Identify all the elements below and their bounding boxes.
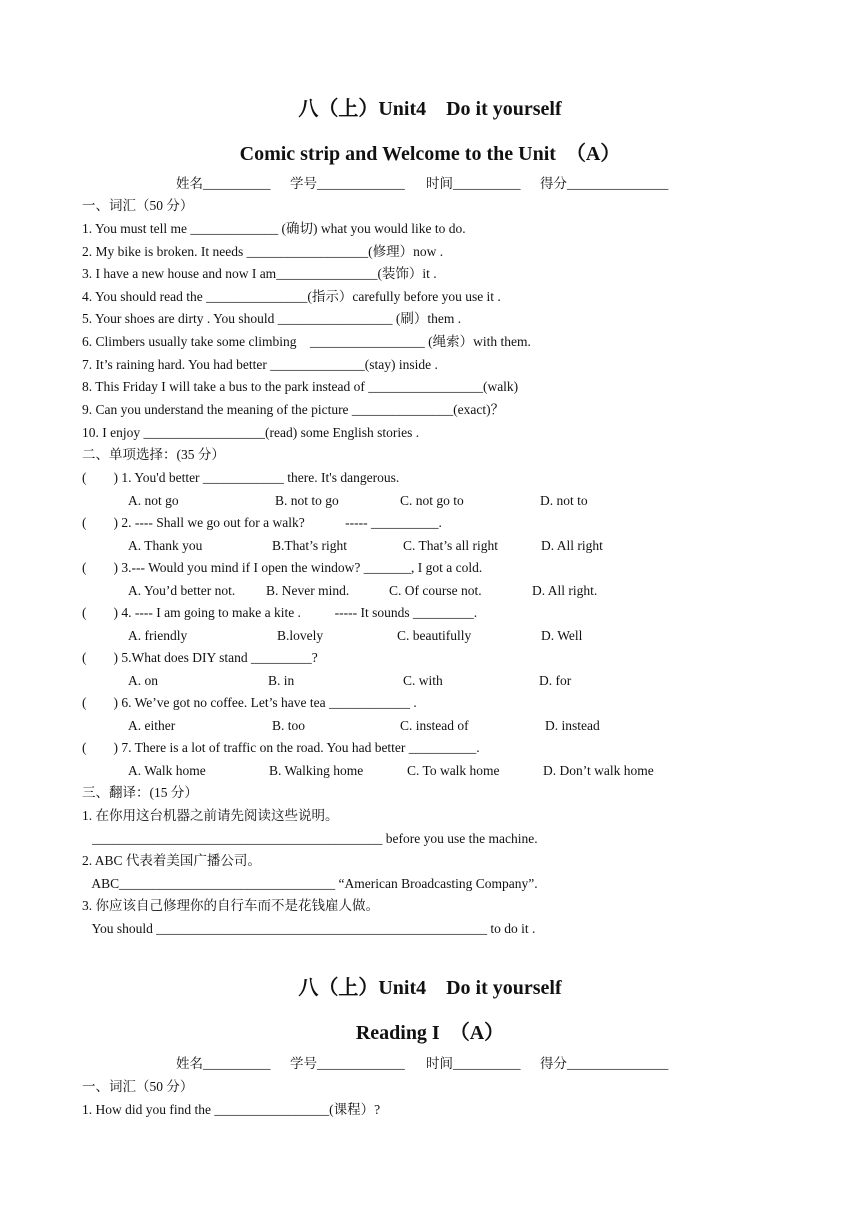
score-field: 得分_______________ xyxy=(540,1056,669,1071)
vocab-item: 8. This Friday I will take a bus to the park instead of _________________(walk) xyxy=(82,379,519,394)
option-a: A. friendly xyxy=(128,628,188,643)
option-b: B. in xyxy=(268,673,295,688)
section-header-choice: 二、单项选择：(35 分） xyxy=(82,447,225,462)
option-c: C. To walk home xyxy=(407,763,500,778)
question-stem: ( ) 5.What does DIY stand _________? xyxy=(82,650,318,665)
option-c: C. not go to xyxy=(400,493,464,508)
time-field: 时间__________ xyxy=(426,1056,521,1071)
option-d: D. All right. xyxy=(532,583,598,598)
question-stem: ( ) 6. We’ve got no coffee. Let’s have tea ____________ . xyxy=(82,695,417,710)
option-d: D. for xyxy=(539,673,572,688)
time-field: 时间__________ xyxy=(426,176,521,191)
question-stem: ( ) 3.--- Would you mind if I open the window? _______, I got a cold. xyxy=(82,560,483,575)
student-id-field: 学号_____________ xyxy=(290,176,405,191)
option-b: B. Walking home xyxy=(269,763,364,778)
vocab-item: 9. Can you understand the meaning of the picture _______________(exact)？ xyxy=(82,402,505,417)
worksheet-title: 八（上）Unit4 Do it yourself xyxy=(298,98,562,120)
student-id-field: 学号_____________ xyxy=(290,1056,405,1071)
translation-prompt: 1. 在你用这台机器之前请先阅读这些说明。 xyxy=(82,808,339,823)
vocab-item: 10. I enjoy __________________(read) some English stories . xyxy=(82,425,420,440)
option-a: A. either xyxy=(128,718,176,733)
option-d: D. not to xyxy=(540,493,588,508)
option-d: D. All right xyxy=(541,538,603,553)
vocab-item: 2. My bike is broken. It needs __________________(修理）now . xyxy=(82,244,444,259)
question-stem: ( ) 2. ---- Shall we go out for a walk? ----- __________. xyxy=(82,515,442,530)
option-a: A. Walk home xyxy=(128,763,206,778)
option-c: C. with xyxy=(403,673,443,688)
option-b: B.lovely xyxy=(277,628,324,643)
vocab-item: 5. Your shoes are dirty . You should _________________ (刷）them . xyxy=(82,311,462,326)
vocab-item: 1. You must tell me _____________ (确切) what you would like to do. xyxy=(82,221,466,236)
option-b: B. Never mind. xyxy=(266,583,350,598)
worksheet-title: 八（上）Unit4 Do it yourself xyxy=(298,977,562,999)
option-d: D. instead xyxy=(545,718,600,733)
translation-answer: ABC________________________________ “American Broadcasting Company”. xyxy=(82,876,538,891)
option-b: B.That’s right xyxy=(272,538,347,553)
name-field: 姓名__________ xyxy=(176,1056,271,1071)
option-c: C. That’s all right xyxy=(403,538,498,553)
name-field: 姓名__________ xyxy=(176,176,271,191)
option-a: A. on xyxy=(128,673,158,688)
option-a: A. You’d better not. xyxy=(128,583,236,598)
option-b: B. not to go xyxy=(275,493,339,508)
vocab-item: 1. How did you find the _________________(课程）? xyxy=(82,1102,381,1117)
vocab-item: 6. Climbers usually take some climbing _________________ (绳索）with them. xyxy=(82,334,531,349)
option-d: D. Well xyxy=(541,628,583,643)
vocab-item: 4. You should read the _______________(指示）carefully before you use it . xyxy=(82,289,501,304)
translation-prompt: 3. 你应该自己修理你的自行车而不是花钱雇人做。 xyxy=(82,898,379,913)
worksheet-subtitle: Reading I （A） xyxy=(355,1022,505,1044)
section-header-vocab: 一、词汇（50 分） xyxy=(82,198,194,213)
question-stem: ( ) 7. There is a lot of traffic on the road. You had better __________. xyxy=(82,740,480,755)
option-a: A. not go xyxy=(128,493,179,508)
option-d: D. Don’t walk home xyxy=(543,763,654,778)
option-b: B. too xyxy=(272,718,306,733)
question-stem: ( ) 4. ---- I am going to make a kite . ----- It sounds _________. xyxy=(82,605,478,620)
translation-answer: You should _________________________________________________ to do it . xyxy=(82,921,536,936)
option-c: C. Of course not. xyxy=(389,583,482,598)
option-c: C. beautifully xyxy=(397,628,472,643)
option-a: A. Thank you xyxy=(128,538,203,553)
section-header-vocab: 一、词汇（50 分） xyxy=(82,1079,194,1094)
section-header-translation: 三、翻译：(15 分） xyxy=(82,785,198,800)
vocab-item: 7. It’s raining hard. You had better ______________(stay) inside . xyxy=(82,357,438,372)
translation-prompt: 2. ABC 代表着美国广播公司。 xyxy=(82,853,261,868)
worksheet-subtitle: Comic strip and Welcome to the Unit （A） xyxy=(239,143,621,165)
score-field: 得分_______________ xyxy=(540,176,669,191)
vocab-item: 3. I have a new house and now I am_______________(装饰）it . xyxy=(82,266,437,281)
translation-answer: ___________________________________________ before you use the machine. xyxy=(82,831,538,846)
option-c: C. instead of xyxy=(400,718,469,733)
question-stem: ( ) 1. You'd better ____________ there. It's dangerous. xyxy=(82,470,400,485)
